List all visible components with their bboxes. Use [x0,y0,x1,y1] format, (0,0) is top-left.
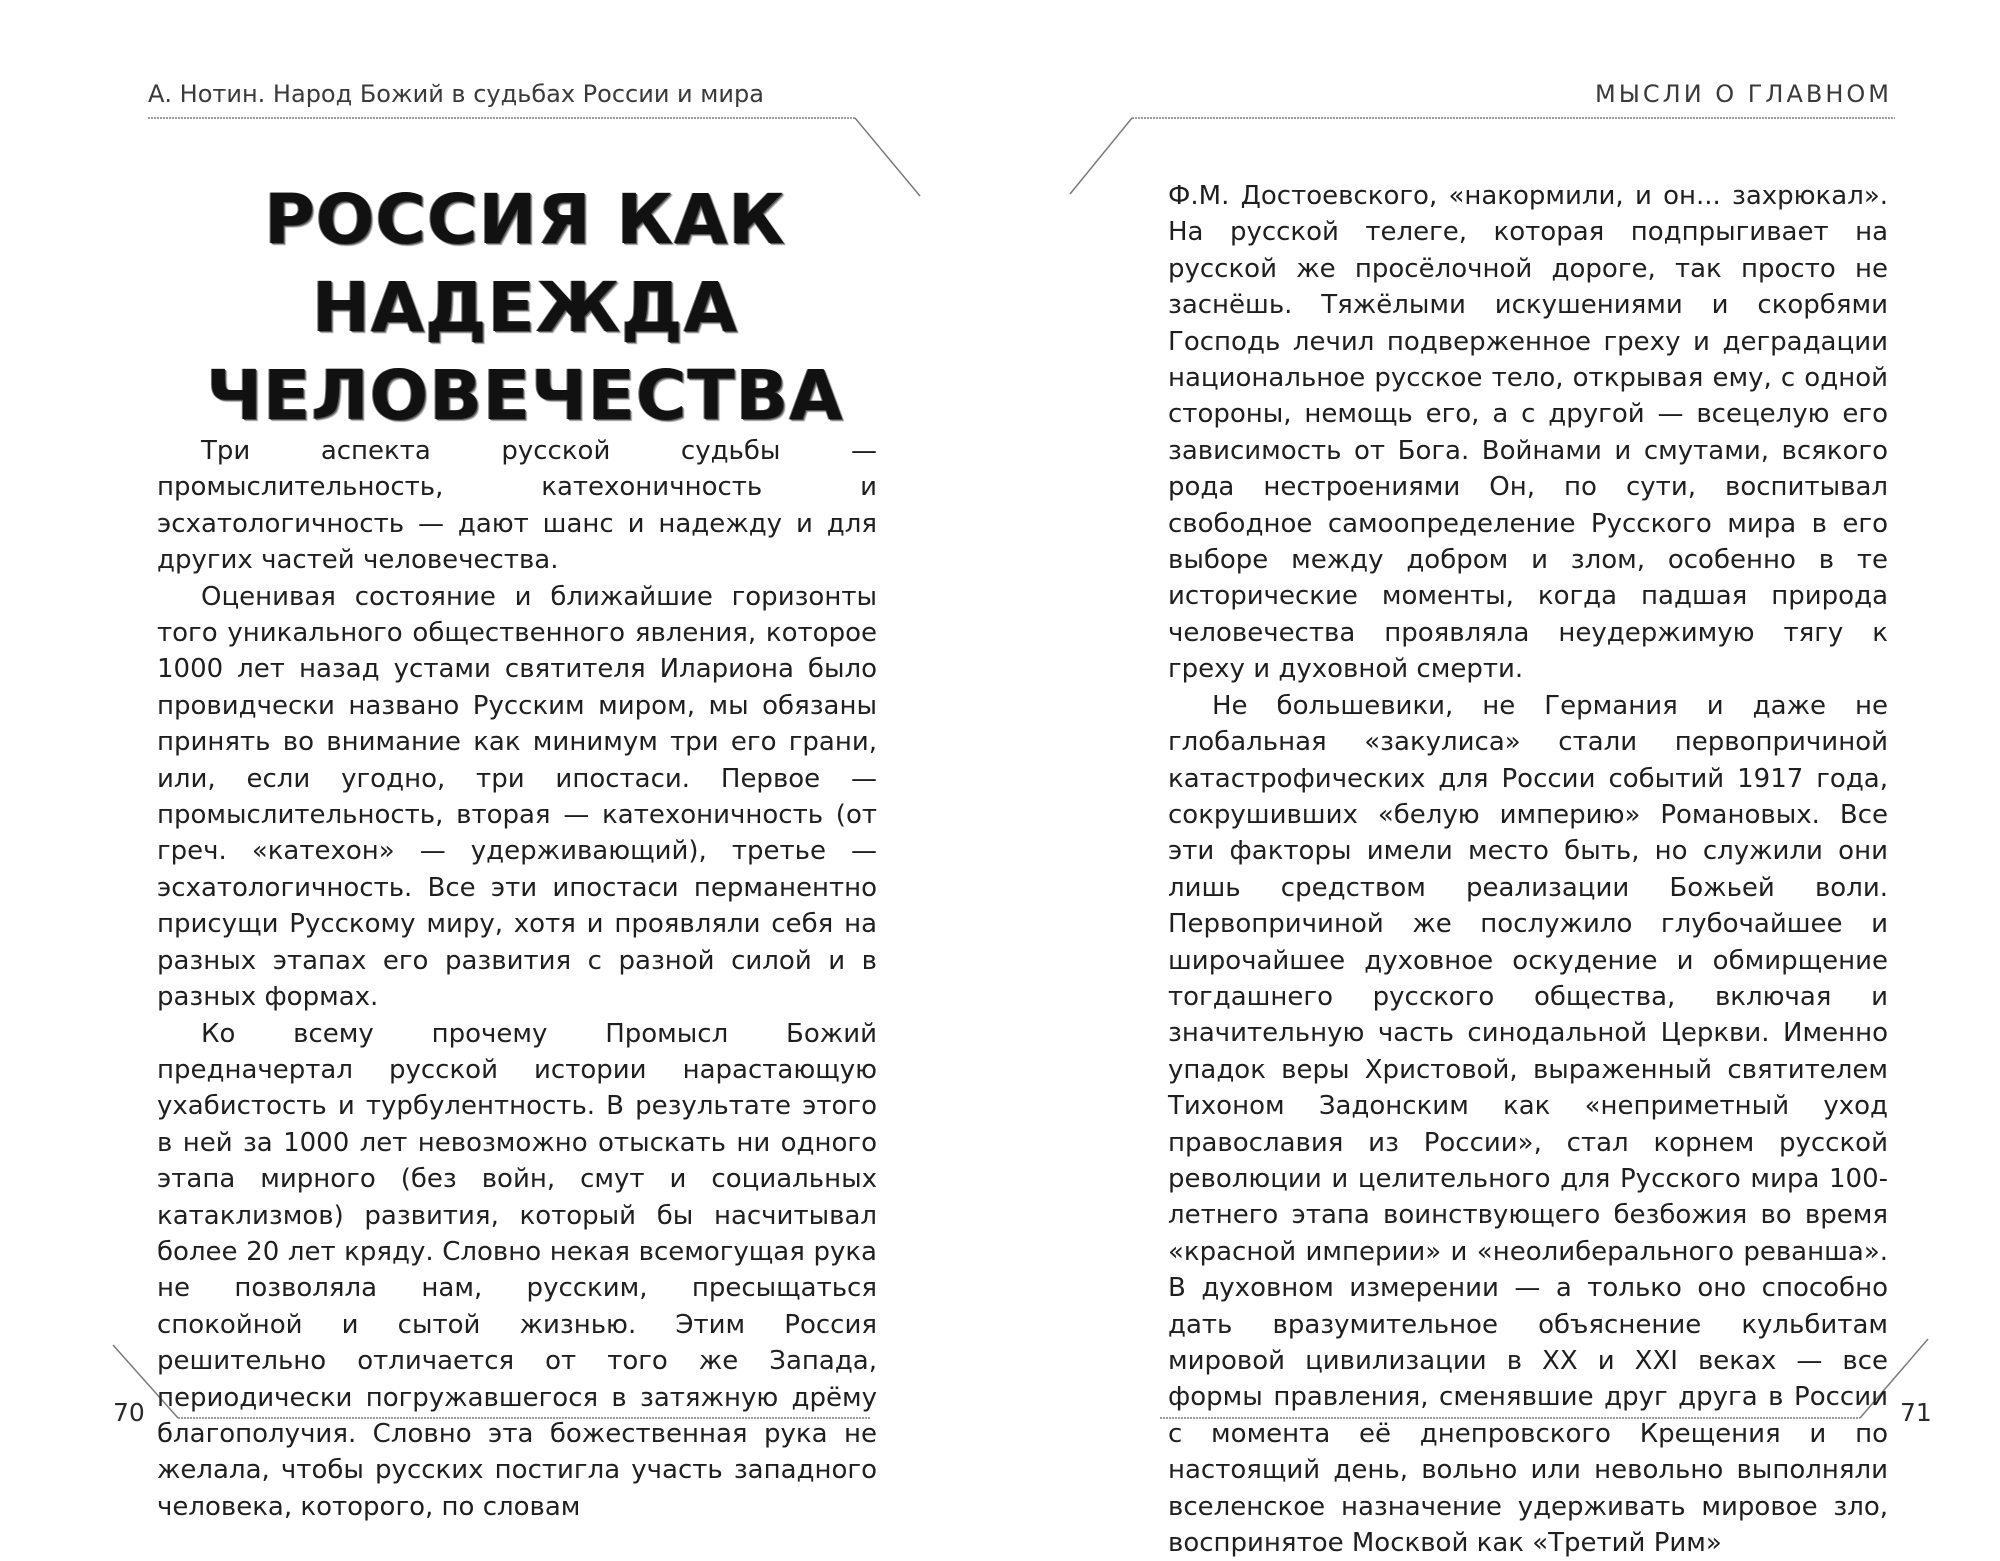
right-body-text [1168,178,1888,1561]
page-number-right: 71 [1900,1398,1932,1427]
chapter-title: РОССИЯ КАК НАДЕЖДА ЧЕЛОВЕЧЕСТВА [206,180,844,436]
page-number-left: 70 [113,1398,145,1427]
left-body-text [157,433,877,1525]
running-head-author-title: А. Нотин. Народ Божий в судьбах России и мира [148,80,764,108]
paragraph: Не большевики, не Германия и даже не глобальная «закулиса» стали первопричиной катастрофических для России событий 1917 года, сокрушивших «белую империю» Романовых. Все эти факторы имели место быть, но служили они лишь средством реализации Божьей воли. Первопричиной же послужило глубочайшее и широчайшее духовное оскудение и обмирщение тогдашнего русского общества, включая и значительную часть синодальной Церкви. Именно упадок веры Христовой, выраженный святителем Тихоном Задонским как «неприметный уход православия из России», стал корнем русской революции и целительного для Русского мира 100-летнего этапа воинствующего безбожия во время «красной империи» и «неолиберального реванша». В духовном измерении — а только оно способно дать вразумительное объяснение кульбитам мировой цивилизации в XX и XXI веках — все формы правления, сменявшие друг друга в России с момента её днепровского Крещения и по настоящий день, вольно или невольно выполняли вселенское назначение удерживать мировое зло, воспринятое Москвой как «Третий Рим» [1168,690,1888,1559]
paragraph: Три аспекта русской судьбы — промыслительность, катехоничность и эсхатологичность — дают шанс и надежду и для других частей человечества. [157,436,877,576]
running-head-section: МЫСЛИ О ГЛАВНОМ [1595,80,1892,108]
paragraph: Ф.М. Достоевского, «накормили, и он... захрюкал». На русской телеге, которая подпрыгивает на русской же просёлочной дороге, так просто не заснёшь. Тяжёлыми искушениями и скорбями Господь лечил подверженное греху и деградации национальное русское тело, открывая ему, с одной стороны, немощь его, а с другой — всецелую его зависимость от Бога. Войнами и смутами, всякого рода нестроениями Он, по сути, воспитывал свободное самоопределение Русского мира в его выборе между добром и злом, особенно в те исторические моменты, когда падшая природа человечества проявляла неудержимую тягу к греху и духовной смерти. [1168,181,1888,685]
left-page [0,0,1000,1522]
paragraph: Ко всему прочему Промысл Божий предначертал русской истории нарастающую ухабистость и турбулентность. В результате этого в ней за 1000 лет невозможно отыскать ни одного этапа мирного (без войн, смут и социальных катаклизмов) развития, который бы насчитывал более 20 лет кряду. Словно некая всемогущая рука не позволяла нам, русским, пресыщаться спокойной и сытой жизнью. Этим Россия решительно отличается от того же Запада, периодически погружавшегося в затяжную дрёму благополучия. Словно эта божественная рука не желала, чтобы русских постигла участь западного человека, которого, по словам [157,1018,877,1522]
right-page [1000,0,2000,1559]
header-rule-diagonal [1070,118,1132,194]
paragraph: Оценивая состояние и ближайшие горизонты того уникального общественного явления, которое 1000 лет назад устами святителя Илариона было провидчески названо Русским миром, мы обязаны принять во внимание как минимум три его грани, или, если угодно, три ипостаси. Первое — промыслительность, вторая — катехоничность (от греч. «катехон» — удерживающий), третье — эсхатологичность. Все эти ипостаси перманентно присущи Русскому миру, хотя и проявляли себя на разных этапах его развития с разной силой и в разных формах. [157,581,877,1013]
